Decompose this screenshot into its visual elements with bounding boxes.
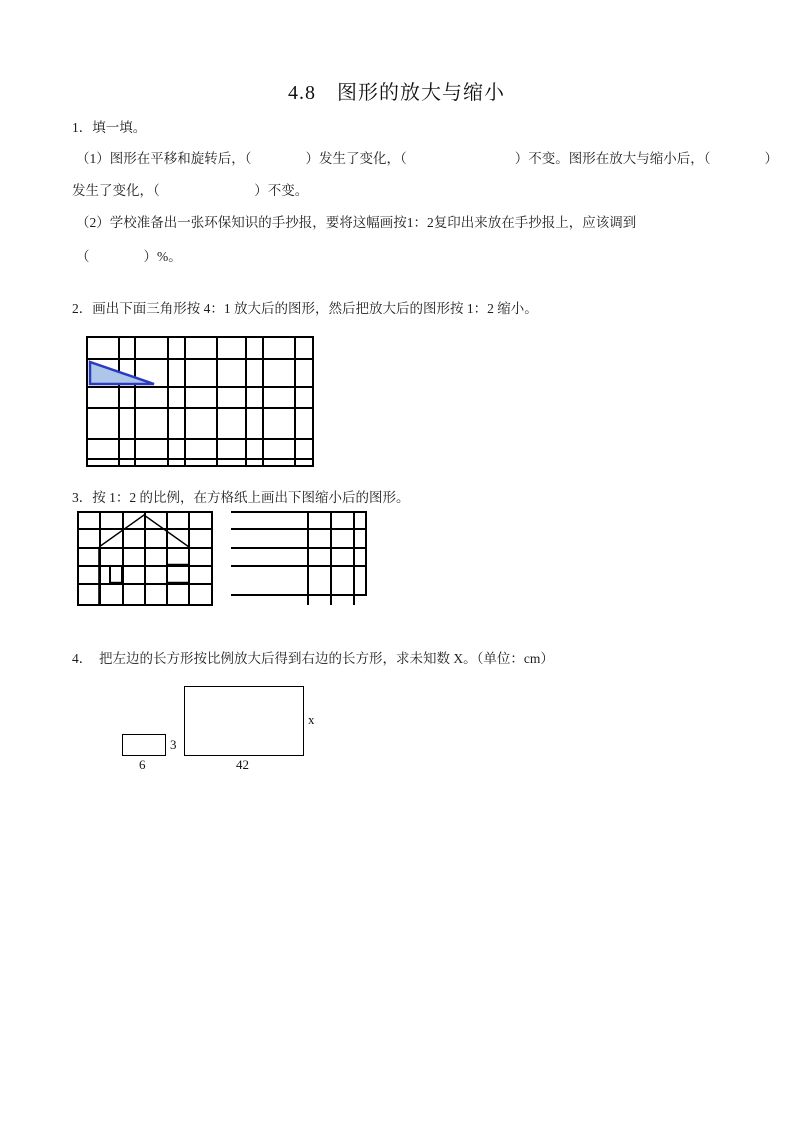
question-1-line-2: 发生了变化，（ ）不变。 [72, 183, 309, 198]
question-1-line-3: （2）学校准备出一张环保知识的手抄报，要将这幅画按1：2复印出来放在手抄报上，应该调到 [76, 215, 637, 230]
question-1-line-1: （1）图形在平移和旋转后，（ ）发生了变化，（ ）不变。图形在放大与缩小后，（ ） [76, 151, 778, 166]
question-1-line-4: （ ）%。 [76, 249, 182, 264]
blue-triangle-shape [86, 336, 314, 467]
large-rect-height-label: x [308, 712, 315, 727]
question-3-right-grid [231, 511, 367, 606]
grid-vline [330, 511, 332, 605]
large-rectangle [184, 686, 304, 756]
grid-hline [231, 547, 367, 549]
question-4-heading: 4． 把左边的长方形按比例放大后得到右边的长方形，求未知数 X。（单位：cm） [72, 651, 554, 666]
grid-hline [231, 594, 367, 596]
grid-hline [231, 511, 367, 513]
page-title: 4.8 图形的放大与缩小 [288, 82, 505, 104]
small-rectangle [122, 734, 166, 756]
grid-hline [231, 565, 367, 567]
grid-vline [353, 511, 355, 605]
large-rect-width-label: 42 [236, 757, 249, 772]
small-rect-width-label: 6 [139, 757, 146, 772]
question-3-heading: 3．按 1：2 的比例，在方格纸上画出下图缩小后的图形。 [72, 490, 410, 505]
grid-vline [365, 511, 367, 595]
question-1-heading: 1．填一填。 [72, 120, 147, 135]
house-shape [77, 511, 213, 606]
small-rect-height-label: 3 [170, 737, 177, 752]
question-2-heading: 2．画出下面三角形按 4：1 放大后的图形，然后把放大后的图形按 1：2 缩小。 [72, 301, 538, 316]
grid-vline [307, 511, 309, 605]
grid-hline [231, 528, 367, 530]
question-3-left-grid [77, 511, 213, 606]
question-2-grid [86, 336, 314, 467]
